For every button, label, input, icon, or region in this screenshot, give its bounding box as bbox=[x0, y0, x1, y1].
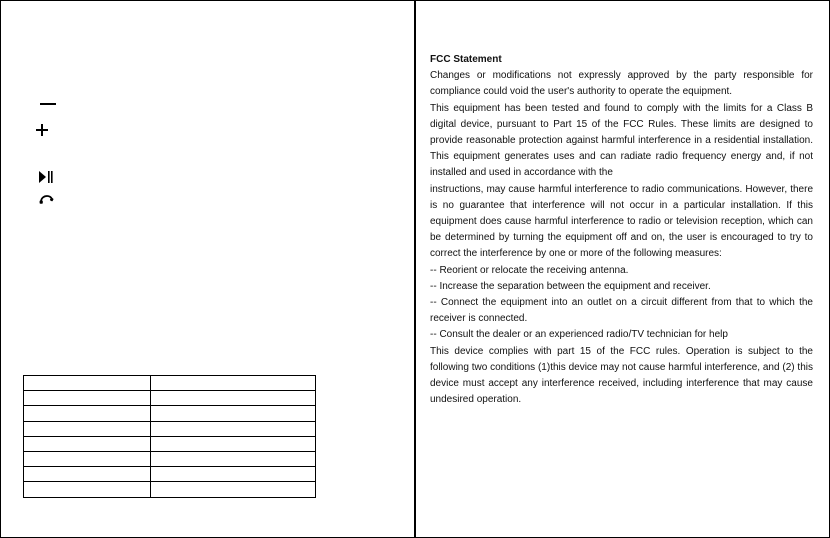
table-row bbox=[24, 421, 316, 436]
blank-table bbox=[23, 375, 316, 498]
table-row bbox=[24, 391, 316, 406]
plus-icon bbox=[36, 123, 50, 137]
table-row bbox=[24, 467, 316, 482]
minus-icon bbox=[40, 103, 56, 105]
table-row bbox=[24, 451, 316, 466]
table-cell bbox=[24, 451, 151, 466]
table-row bbox=[24, 482, 316, 497]
table-cell bbox=[24, 482, 151, 497]
table-cell bbox=[151, 406, 316, 421]
play-pause-icon bbox=[38, 170, 54, 184]
fcc-paragraph-instructions: instructions, may cause harmful interference to radio communications. However, there is no guarantee that interference will not occur in a particular installation. If this equipment does cause harmful interference to radio or television reception, which can be determined by turning the equipment off and on, the user is encouraged to try to correct the interference by one or more of the following measures: bbox=[430, 183, 813, 260]
fcc-paragraph-class-b: This equipment has been tested and found to comply with the limits for a Class B digital device, pursuant to Part 15 of the FCC Rules. These limits are designed to provide reasonable protection against harmful interference in a residential installation. This equipment generates uses and can radiate radio frequency energy and, if not installed and used in accordance with the bbox=[430, 102, 813, 179]
table-cell bbox=[151, 451, 316, 466]
table-cell bbox=[24, 376, 151, 391]
table-cell bbox=[151, 482, 316, 497]
fcc-heading: FCC Statement bbox=[430, 54, 502, 65]
phone-hangup-icon bbox=[38, 193, 54, 205]
page-divider bbox=[414, 0, 416, 538]
fcc-measure-reorient: -- Reorient or relocate the receiving antenna. bbox=[430, 264, 629, 276]
table-row bbox=[24, 406, 316, 421]
fcc-measure-outlet: -- Connect the equipment into an outlet on a circuit different from that to which the receiver is connected. bbox=[430, 297, 813, 325]
fcc-measure-separation: -- Increase the separation between the equipment and receiver. bbox=[430, 280, 711, 292]
table-cell bbox=[151, 421, 316, 436]
fcc-statement bbox=[430, 52, 813, 408]
table-cell bbox=[24, 436, 151, 451]
table-cell bbox=[151, 467, 316, 482]
table-cell bbox=[24, 406, 151, 421]
table-cell bbox=[24, 421, 151, 436]
table-cell bbox=[24, 391, 151, 406]
table-cell bbox=[24, 467, 151, 482]
table-cell bbox=[151, 436, 316, 451]
table-cell bbox=[151, 376, 316, 391]
fcc-measure-dealer: -- Consult the dealer or an experienced radio/TV technician for help bbox=[430, 329, 728, 341]
table-row bbox=[24, 376, 316, 391]
table-cell bbox=[151, 391, 316, 406]
fcc-paragraph-changes: Changes or modifications not expressly approved by the party responsible for compliance could void the user's authority to operate the equipment. bbox=[430, 70, 813, 98]
table-row bbox=[24, 436, 316, 451]
fcc-paragraph-part15: This device complies with part 15 of the FCC rules. Operation is subject to the following two conditions (1)this device may not cause harmful interference, and (2) this device must accept any interference received, including interference that may cause undesired operation. bbox=[430, 345, 813, 406]
